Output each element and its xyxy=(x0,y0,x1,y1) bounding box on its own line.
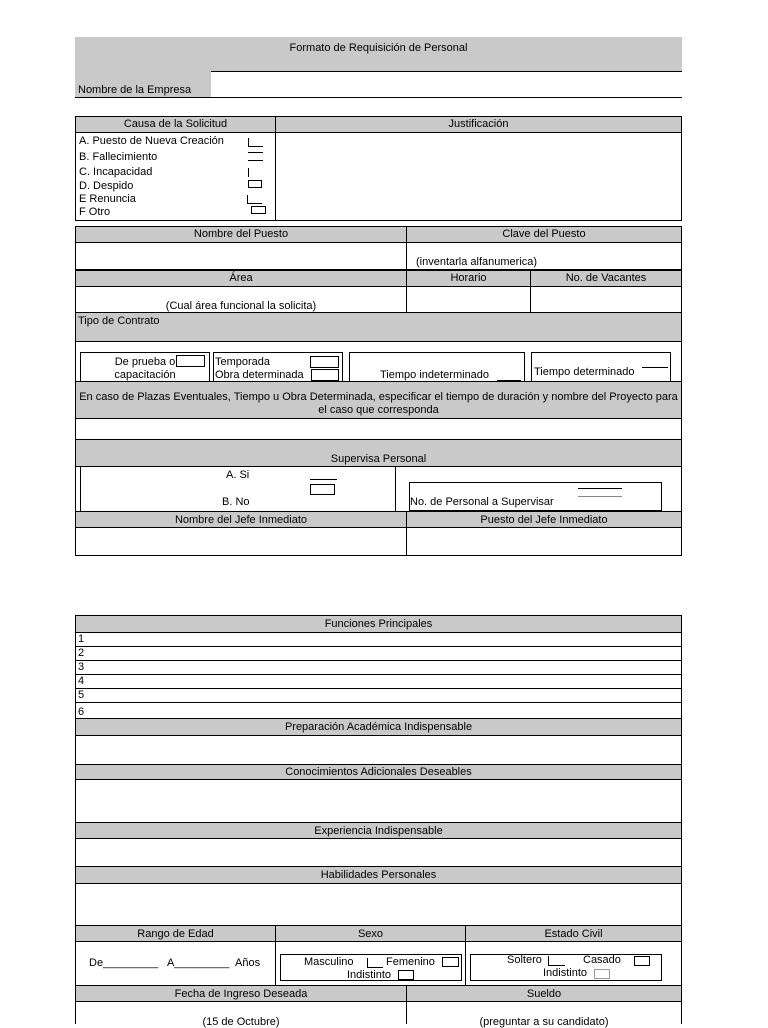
sexo-masculino-checkbox[interactable] xyxy=(367,958,383,968)
preparacion-header: Preparación Académica Indispensable xyxy=(284,721,473,733)
estado-casado-checkbox[interactable] xyxy=(634,956,650,966)
habilidades-input[interactable] xyxy=(75,883,682,926)
sexo-indistinto-label: Indistinto xyxy=(347,969,392,981)
funcion-num-6: 6 xyxy=(78,706,85,718)
puesto-input[interactable] xyxy=(75,242,407,270)
vacantes-header: No. de Vacantes xyxy=(565,272,647,284)
obra-label: Obra determinada xyxy=(215,369,304,381)
num-supervisar-label: No. de Personal a Supervisar xyxy=(410,496,554,508)
temporada-label: Temporada xyxy=(215,356,271,368)
estado-casado-label: Casado xyxy=(583,954,621,966)
supervisa-no-label: B. No xyxy=(222,496,250,508)
obra-checkbox[interactable] xyxy=(311,369,339,381)
edad-anos-label: Años xyxy=(235,957,261,969)
clave-note: (inventarla alfanumerica) xyxy=(416,256,538,268)
prueba-label-1: De prueba o xyxy=(114,356,176,368)
justificacion-header: Justificación xyxy=(448,118,509,130)
prueba-checkbox[interactable] xyxy=(176,355,205,367)
horario-input[interactable] xyxy=(406,286,531,313)
horario-header: Horario xyxy=(450,272,487,284)
clave-header: Clave del Puesto xyxy=(502,228,586,240)
funcion-row-4[interactable] xyxy=(75,674,682,689)
edad-de-input[interactable]: De_________ xyxy=(89,957,159,969)
justificacion-input[interactable] xyxy=(275,132,682,221)
eventuales-input[interactable] xyxy=(75,418,682,440)
causa-b-checkbox[interactable] xyxy=(248,152,263,161)
jefe-puesto-input[interactable] xyxy=(406,527,682,556)
fecha-header: Fecha de Ingreso Deseada xyxy=(174,988,308,1000)
supervisa-si-label: A. Si xyxy=(226,469,250,481)
causa-item-f: F Otro xyxy=(79,206,111,218)
experiencia-input[interactable] xyxy=(75,838,682,867)
supervisa-no-checkbox[interactable] xyxy=(310,484,335,495)
estado-soltero-checkbox[interactable] xyxy=(548,956,565,966)
estado-soltero-label: Soltero xyxy=(507,954,542,966)
area-note: (Cual área funcional la solicita) xyxy=(165,300,317,312)
tipo-contrato-header: Tipo de Contrato xyxy=(78,315,160,327)
causa-f-checkbox[interactable] xyxy=(251,206,266,214)
sexo-indistinto-checkbox[interactable] xyxy=(398,970,414,980)
funcion-row-5[interactable] xyxy=(75,688,682,703)
estado-indistinto-checkbox[interactable] xyxy=(594,969,610,979)
temporada-checkbox[interactable] xyxy=(310,356,339,368)
causa-c-checkbox[interactable] xyxy=(248,168,263,177)
causa-item-e: E Renuncia xyxy=(79,193,136,205)
sueldo-note: (preguntar a su candidato) xyxy=(479,1016,609,1028)
area-header: Área xyxy=(229,272,253,284)
sexo-header: Sexo xyxy=(357,928,384,940)
funcion-num-3: 3 xyxy=(78,661,85,673)
empresa-input-line[interactable] xyxy=(75,97,682,98)
habilidades-header: Habilidades Personales xyxy=(320,869,437,881)
causa-a-checkbox[interactable] xyxy=(248,138,263,147)
jefe-nombre-header: Nombre del Jefe Inmediato xyxy=(174,514,308,526)
jefe-puesto-header: Puesto del Jefe Inmediato xyxy=(480,514,608,526)
edad-header: Rango de Edad xyxy=(137,928,214,940)
conocimientos-input[interactable] xyxy=(75,779,682,823)
sueldo-header: Sueldo xyxy=(526,988,562,1000)
fecha-note: (15 de Octubre) xyxy=(202,1016,280,1028)
causa-item-d: D. Despido xyxy=(79,180,134,192)
edad-a-input[interactable]: A_________ xyxy=(167,957,230,969)
causa-e-checkbox[interactable] xyxy=(247,195,262,204)
indeterminado-checkbox[interactable] xyxy=(497,369,521,381)
causa-header: Causa de la Solicitud xyxy=(123,118,228,130)
causa-item-a: A. Puesto de Nueva Creación xyxy=(79,135,224,147)
indeterminado-label: Tiempo indeterminado xyxy=(380,369,490,381)
funcion-row-2[interactable] xyxy=(75,646,682,661)
funcion-num-2: 2 xyxy=(78,647,85,659)
supervisa-si-checkbox[interactable] xyxy=(310,471,337,480)
jefe-nombre-input[interactable] xyxy=(75,527,407,556)
experiencia-header: Experiencia Indispensable xyxy=(314,825,443,837)
determinado-label: Tiempo determinado xyxy=(534,366,635,378)
causa-item-c: C. Incapacidad xyxy=(79,166,153,178)
funcion-row-1[interactable] xyxy=(75,632,682,647)
preparacion-input[interactable] xyxy=(75,735,682,765)
determinado-checkbox[interactable] xyxy=(642,367,668,379)
puesto-header: Nombre del Puesto xyxy=(193,228,289,240)
conocimientos-header: Conocimientos Adicionales Deseables xyxy=(285,766,472,778)
sexo-masculino-label: Masculino xyxy=(304,956,354,968)
sexo-femenino-checkbox[interactable] xyxy=(442,957,459,967)
funciones-header: Funciones Principales xyxy=(324,618,433,630)
causa-item-b: B. Fallecimiento xyxy=(79,151,158,163)
funcion-row-6[interactable] xyxy=(75,702,682,719)
eventuales-note: En caso de Plazas Eventuales, Tiempo u Obra Determinada, especificar el tiempo de duración y nombre del Proyecto para el caso que corresponda xyxy=(79,391,678,416)
num-supervisar-input[interactable] xyxy=(578,488,622,497)
estado-indistinto-label: Indistinto xyxy=(543,967,588,979)
funcion-num-5: 5 xyxy=(78,689,85,701)
tipo-contrato-band xyxy=(75,312,682,342)
estado-civil-header: Estado Civil xyxy=(544,928,603,940)
form-title: Formato de Requisición de Personal xyxy=(289,42,468,54)
sexo-femenino-label: Femenino xyxy=(386,956,435,968)
funcion-row-3[interactable] xyxy=(75,660,682,675)
funcion-num-1: 1 xyxy=(78,633,85,645)
empresa-label: Nombre de la Empresa xyxy=(78,84,192,96)
supervisa-header: Supervisa Personal xyxy=(330,453,427,465)
vacantes-input[interactable] xyxy=(530,286,682,313)
causa-d-checkbox[interactable] xyxy=(248,180,262,188)
funcion-num-4: 4 xyxy=(78,675,85,687)
prueba-label-2: capacitación xyxy=(114,369,176,381)
